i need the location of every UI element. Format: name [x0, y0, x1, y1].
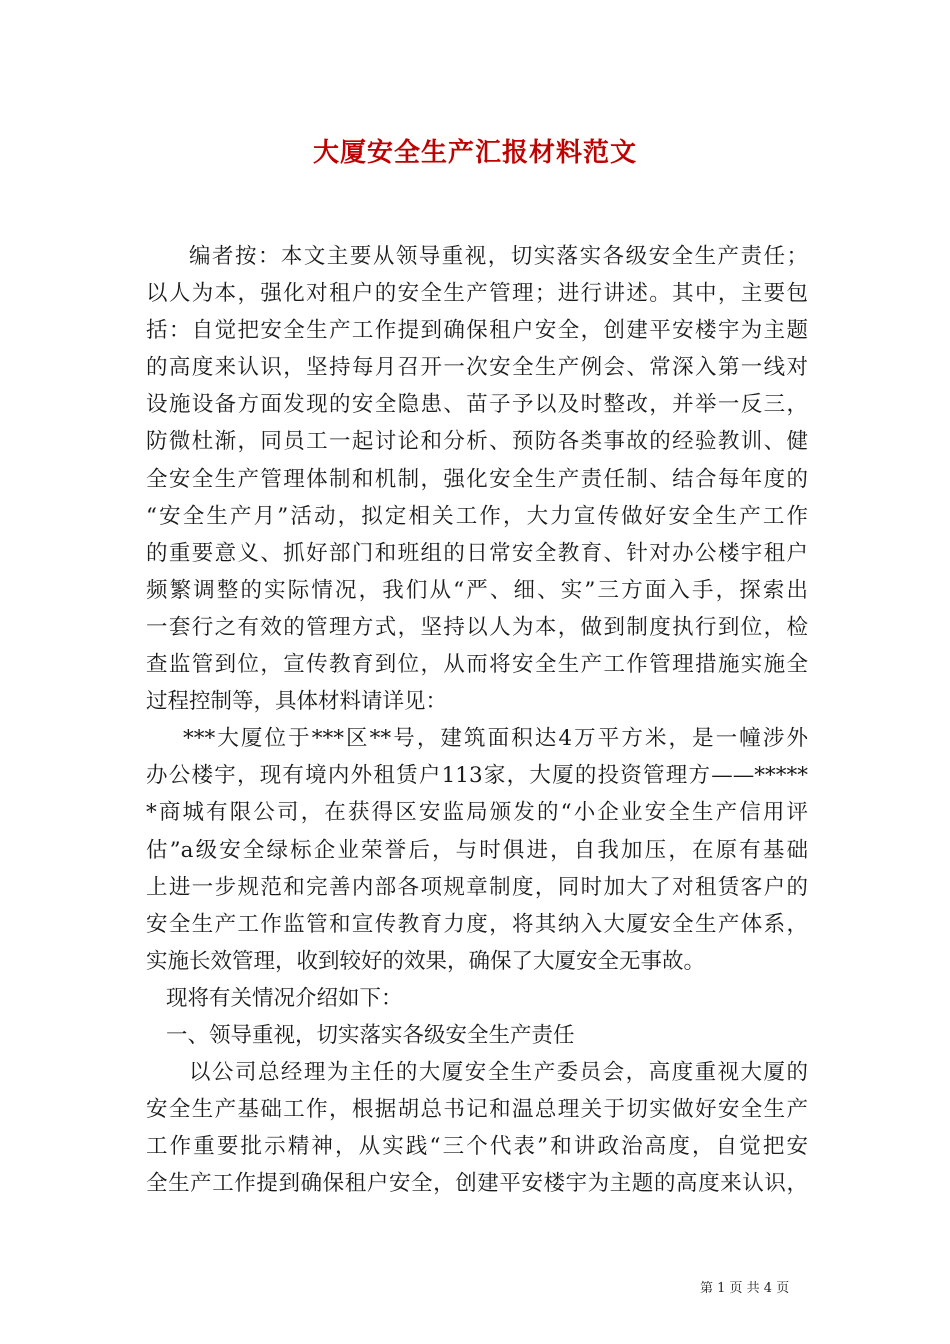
paragraph-line: 查监管到位，宣传教育到位，从而将安全生产工作管理措施实施全 — [146, 652, 808, 678]
paragraph-line: 编者按：本文主要从领导重视，切实落实各级安全生产责任； — [189, 244, 808, 269]
document-title: 大厦安全生产汇报材料范文 — [312, 138, 637, 168]
paragraph-line: 的重要意义、抓好部门和班组的日常安全教育、针对办公楼宇租户 — [146, 540, 808, 566]
paragraph-line: 全生产工作提到确保租户安全，创建平安楼宇为主题的高度来认识， — [146, 1171, 808, 1197]
paragraph-line: 的高度来认识，坚持每月召开一次安全生产例会、常深入第一线对 — [146, 355, 808, 381]
paragraph-line: 过程控制等，具体材料请详见： — [146, 689, 448, 715]
paragraph-line: 括：自觉把安全生产工作提到确保租户安全，创建平安楼宇为主题 — [146, 318, 808, 344]
paragraph-line: 全安全生产管理体制和机制，强化安全生产责任制、结合每年度的 — [146, 466, 808, 492]
paragraph-line: 上进一步规范和完善内部各项规章制度，同时加大了对租赁客户的 — [146, 874, 808, 900]
paragraph-line: 现将有关情况介绍如下： — [166, 985, 403, 1011]
paragraph-line: 工作重要批示精神，从实践“三个代表”和讲政治高度，自觉把安 — [146, 1134, 808, 1160]
paragraph-line: 以人为本，强化对租户的安全生产管理；进行讲述。其中，主要包 — [146, 281, 808, 307]
paragraph-line: ***大厦位于***区**号，建筑面积达4万平方米，是一幢涉外 — [183, 726, 808, 752]
page-number: 第 1 页 共 4 页 — [700, 1281, 790, 1296]
paragraph-line: 办公楼宇，现有境内外租赁户113家，大厦的投资管理方——***** — [146, 763, 808, 789]
paragraph-line: 安全生产工作监管和宣传教育力度，将其纳入大厦安全生产体系， — [146, 911, 808, 937]
paragraph-line: 防微杜渐，同员工一起讨论和分析、预防各类事故的经验教训、健 — [146, 429, 808, 455]
paragraph-line: 安全生产基础工作，根据胡总书记和温总理关于切实做好安全生产 — [146, 1097, 808, 1123]
paragraph-line: 实施长效管理，收到较好的效果，确保了大厦安全无事故。 — [146, 948, 706, 974]
paragraph-line: “安全生产月”活动，拟定相关工作，大力宣传做好安全生产工作 — [146, 503, 808, 529]
paragraph-line: 频繁调整的实际情况，我们从“严、细、实”三方面入手，探索出 — [146, 577, 808, 603]
paragraph-line: 设施设备方面发现的安全隐患、苗子予以及时整改，并举一反三， — [146, 392, 808, 418]
paragraph-line: 一套行之有效的管理方式，坚持以人为本，做到制度执行到位，检 — [146, 614, 808, 640]
section-heading: 一、领导重视，切实落实各级安全生产责任 — [166, 1022, 575, 1048]
paragraph-line: *商城有限公司，在获得区安监局颁发的“小企业安全生产信用评 — [146, 800, 808, 826]
paragraph-line: 以公司总经理为主任的大厦安全生产委员会，高度重视大厦的 — [189, 1060, 808, 1086]
document-body — [146, 238, 808, 1202]
paragraph-line: 估”a级安全绿标企业荣誉后，与时俱进，自我加压，在原有基础 — [146, 837, 808, 863]
